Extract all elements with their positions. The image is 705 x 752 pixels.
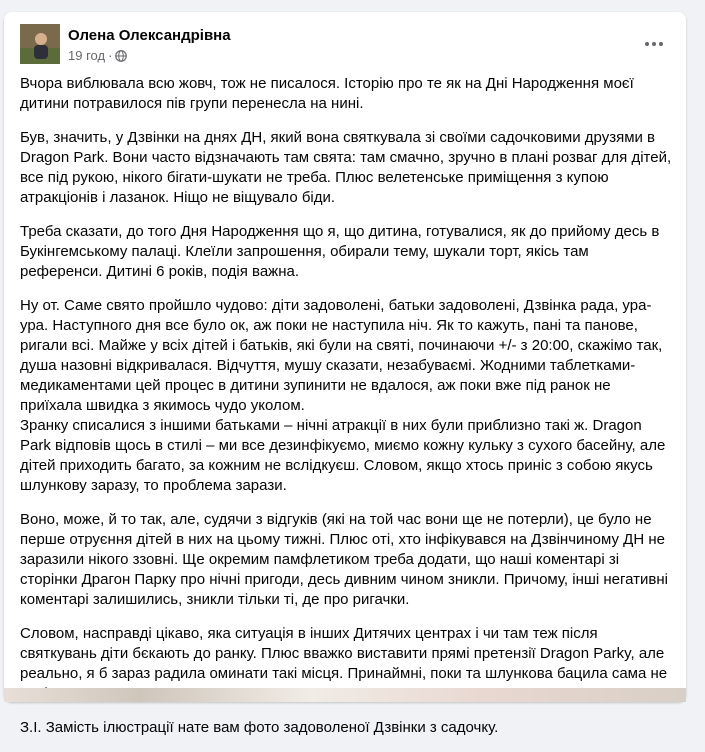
avatar[interactable] bbox=[20, 24, 60, 64]
post-paragraph: Воно, може, й то так, але, судячи з відгуків (які на той час вони ще не потерли), це було не перше отруєння дітей в них на цьому тижні. Плюс оті, хто інфікувався на Дзвінчиному ДН не заразили нікого ззовні. Ще окремим памфлетиком треба додати, що наші коментарі зі сторінки Драгон Парку про нічні пригоди, десь дивним чином зникли. Причому, інші негативні коментарі залишились, зникли тільки ті, де про ригачки. bbox=[20, 511, 669, 608]
post-meta bbox=[68, 48, 127, 63]
post-paragraph: Був, значить, у Дзвінки на днях ДН, який вона святкувала зі своїми садочковими друзями в Dragon Park. Вони часто відзначають там свята: там смачно, зручно в плані розваг для дітей, все під рукою, нікого бігати-шукати не треба. Плюс велетенське приміщення з купою атракціонів і лазанок. Ніщо не віщувало біди. bbox=[20, 129, 672, 206]
post-paragraph: Словом, насправді цікаво, яка ситуація в інших Дитячих центрах і чи там теж після святкувань діти бєкають до ранку. Плюс вважко виставити прямі претензії Dragon Parky, але реально, я б зараз радила оминати такі місця. Принаймні, поки та шлункова бацила сама не bbox=[20, 625, 668, 682]
globe-icon[interactable] bbox=[115, 50, 127, 62]
post-paragraph: Вчора виблювала всю жовч, тож не писалося. Історію про те як на Дні Народження моєї дитини потравилося пів групи перенесла на нині. bbox=[20, 75, 634, 112]
post-photo[interactable] bbox=[4, 688, 686, 702]
post-paragraph: Ну от. Саме свято пройшло чудово: діти задоволені, батьки задоволені, Дзвінка рада, ура-ура. Наступного дня все було ок, аж поки не наступила ніч. Як то кажуть, пані та панове, ригали всі. Майже у всіх дітей і батьків, які були на святі, починаючи +/- з 20:00, скажімо так, душа назовні відкривалася. Відчуття, мушу сказати, незабуваємі. Жодними таблетками-медикаментами цей процес в дитини зупинити не вдалося, аж поки вже під ранок не приїхала швидка з якимось чудо уколом. Зранку списалися з іншими батьками – нічні атракції в них були приблизно такі ж. Dragon Park відповів щось в стилі – ми все дезинфікуємо, миємо кожну кульку з сухого басейну, але дітей приходить багато, за кожним не вслідкуєш. Словом, якщо хтось приніс з собою якусь шлункову заразу, то проблема зарази. bbox=[20, 297, 666, 494]
author-name[interactable]: Олена Олександрівна bbox=[68, 27, 231, 44]
post-time[interactable]: 19 год bbox=[68, 48, 106, 63]
avatar-photo-icon bbox=[20, 24, 60, 64]
post-card bbox=[4, 12, 686, 736]
post-text bbox=[20, 74, 672, 752]
more-options-button[interactable] bbox=[640, 30, 668, 58]
post-header bbox=[20, 24, 670, 68]
more-dots-icon bbox=[644, 41, 664, 47]
meta-separator: · bbox=[108, 48, 113, 63]
post-paragraph: Треба сказати, до того Дня Народження що я, що дитина, готувалися, як до прийому десь в Букінгемському палаці. Клеїли запрошення, обирали тему, шукали торт, якісь там референси. Дитині 6 років, подія важна. bbox=[20, 223, 660, 280]
post-paragraph: З.І. Замість ілюстрації нате вам фото задоволеної Дзвінки з садочку. bbox=[20, 719, 499, 736]
